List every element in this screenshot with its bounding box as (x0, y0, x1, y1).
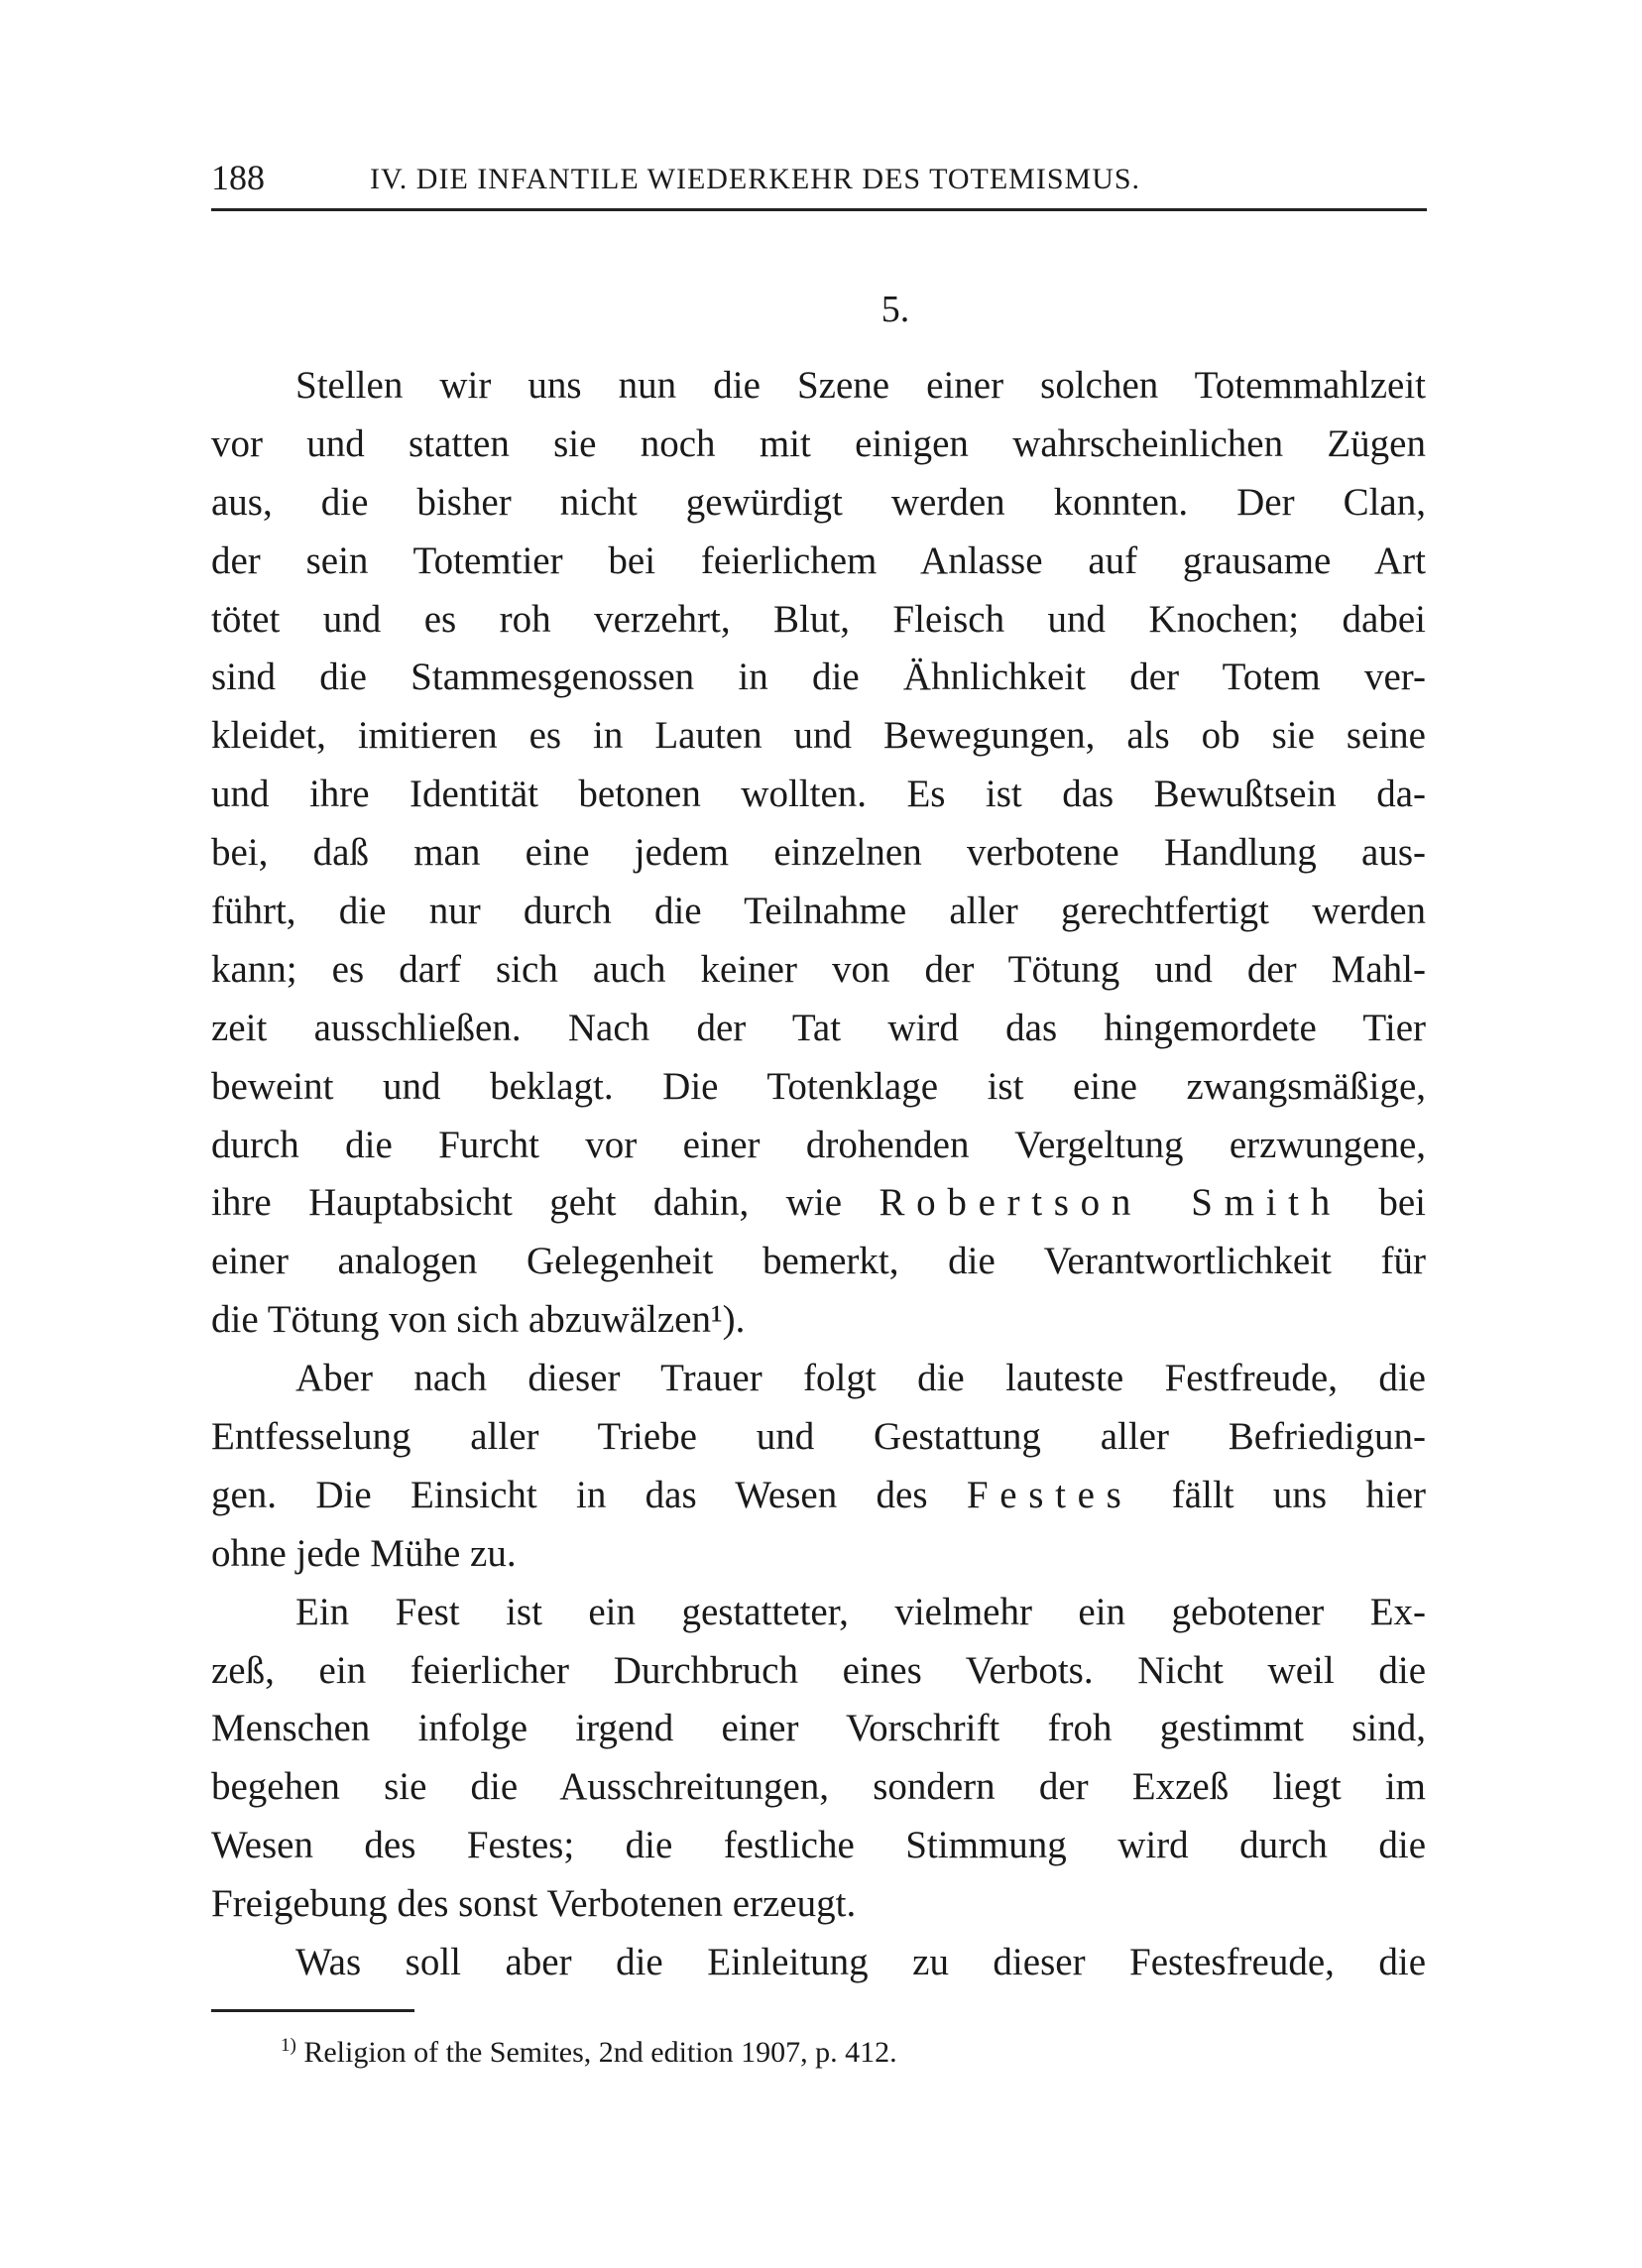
text-segment: bei (1341, 1181, 1427, 1225)
text-line (211, 1350, 1426, 1408)
spaced-emphasis: Festes (966, 1473, 1133, 1516)
footnote-text: Religion of the Semites, 2nd edition 1907, p. 412. (295, 2036, 897, 2069)
text-line (211, 1758, 1426, 1817)
text-line (211, 533, 1426, 591)
text-segment: fällt uns hier (1132, 1473, 1426, 1516)
text-line (211, 1058, 1426, 1117)
text-segment: einer analogen Gelegenheit bemerkt, die Verantwortlichkeit für (211, 1240, 1426, 1283)
footnote-marker: 1) (281, 2035, 296, 2056)
text-line (211, 883, 1426, 941)
text-line (211, 357, 1426, 416)
spaced-emphasis: Robertson Smith (879, 1181, 1342, 1225)
text-line (211, 1700, 1426, 1758)
text-segment: vor und statten sie noch mit einigen wahrscheinlichen Zügen (211, 421, 1426, 465)
text-line (211, 649, 1426, 707)
text-line (211, 1233, 1426, 1291)
text-segment: Wesen des Festes; die festliche Stimmung wird durch die (211, 1824, 1426, 1867)
text-line (211, 707, 1426, 766)
text-segment: Aber nach dieser Trauer folgt die lauteste Festfreude, die (295, 1357, 1426, 1400)
text-line (211, 1584, 1426, 1642)
text-line (211, 1642, 1426, 1701)
text-line (211, 941, 1426, 1000)
text-line (211, 766, 1426, 824)
text-segment: der sein Totemtier bei feierlichem Anlasse auf grausame Art (211, 538, 1426, 582)
body-text (211, 357, 1426, 1992)
text-segment: die Tötung von sich abzuwälzen¹). (211, 1298, 746, 1342)
text-segment: aus, die bisher nicht gewürdigt werden konnten. Der Clan, (211, 480, 1426, 524)
text-segment: ihre Hauptabsicht geht dahin, wie (211, 1181, 880, 1225)
text-segment: Ein Fest ist ein gestatteter, vielmehr ein gebotener Ex- (295, 1590, 1426, 1633)
text-segment: Was soll aber die Einleitung zu dieser Festesfreude, die (295, 1941, 1426, 1984)
text-line (211, 1817, 1426, 1875)
text-segment: zeit ausschließen. Nach der Tat wird das hingemordete Tier (211, 1006, 1426, 1049)
text-line (211, 591, 1426, 650)
text-segment: sind die Stammesgenossen in die Ähnlichkeit der Totem ver- (211, 656, 1426, 699)
text-segment: ohne jede Mühe zu. (211, 1531, 517, 1575)
footnote-rule (211, 2009, 414, 2012)
text-line (211, 1117, 1426, 1175)
footnote (281, 2035, 897, 2070)
text-line (211, 1291, 1426, 1350)
text-line (211, 1934, 1426, 1992)
text-line (211, 1408, 1426, 1467)
text-segment: Stellen wir uns nun die Szene einer solchen Totemmahlzeit (295, 364, 1426, 407)
text-segment: kann; es darf sich auch keiner von der Tötung und der Mahl- (211, 947, 1426, 991)
text-line (211, 1525, 1426, 1584)
text-line (211, 824, 1426, 883)
text-line (211, 1000, 1426, 1058)
page-number: 188 (211, 158, 265, 197)
text-segment: beweint und beklagt. Die Totenklage ist eine zwangsmäßige, (211, 1064, 1426, 1108)
text-segment: tötet und es roh verzehrt, Blut, Fleisch und Knochen; dabei (211, 597, 1426, 641)
running-header (211, 157, 1426, 196)
running-head-title: IV. DIE INFANTILE WIEDERKEHR DES TOTEMISMUS. (370, 163, 1141, 195)
text-segment: und ihre Identität betonen wollten. Es ist das Bewußtsein da- (211, 773, 1426, 816)
text-segment: begehen sie die Ausschreitungen, sondern der Exzeß liegt im (211, 1765, 1426, 1809)
text-line (211, 1174, 1426, 1233)
text-segment: durch die Furcht vor einer drohenden Vergeltung erzwungene, (211, 1123, 1426, 1166)
text-line (211, 1875, 1426, 1934)
text-line (211, 416, 1426, 474)
text-line (211, 474, 1426, 533)
text-segment: bei, daß man eine jedem einzelnen verbotene Handlung aus- (211, 831, 1426, 875)
text-segment: zeß, ein feierlicher Durchbruch eines Verbots. Nicht weil die (211, 1648, 1426, 1692)
section-number: 5. (880, 289, 910, 330)
text-segment: gen. Die Einsicht in das Wesen des (211, 1473, 967, 1516)
text-segment: Entfesselung aller Triebe und Gestattung aller Befriedigun- (211, 1415, 1426, 1459)
text-line (211, 1467, 1426, 1525)
text-segment: führt, die nur durch die Teilnahme aller gerechtfertigt werden (211, 890, 1426, 933)
text-segment: kleidet, imitieren es in Lauten und Bewegungen, als ob sie seine (211, 714, 1426, 758)
text-segment: Freigebung des sonst Verbotenen erzeugt. (211, 1882, 857, 1926)
text-segment: Menschen infolge irgend einer Vorschrift froh gestimmt sind, (211, 1707, 1426, 1750)
header-rule (211, 208, 1427, 211)
